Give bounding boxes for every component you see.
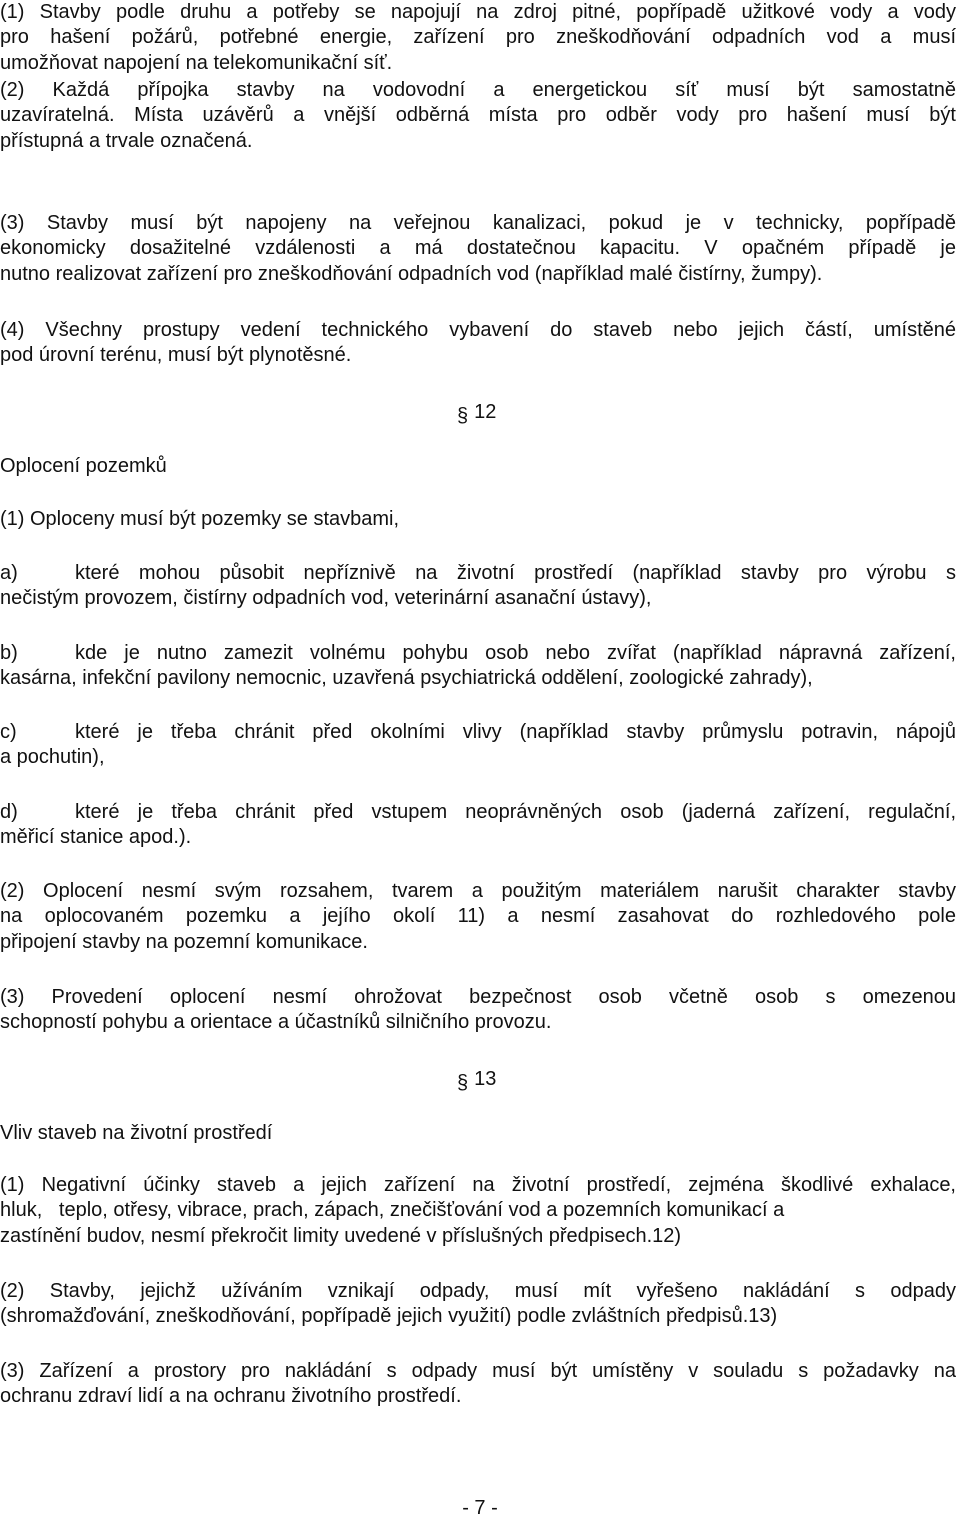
text-line: (1) Negativní účinky staveb a jejich zařízení na životní prostředí, zejména škodlivé exhalace, xyxy=(0,1174,956,1196)
paragraph-fencing-intro: (1) Oploceny musí být pozemky se stavbami, xyxy=(0,508,400,530)
section-symbol: § xyxy=(457,405,469,427)
paragraph-negative-effects xyxy=(0,1173,956,1249)
list-item-a xyxy=(0,561,956,612)
text-line: připojení stavby na pozemní komunikace. xyxy=(0,930,368,953)
text-line: ochranu zdraví lidí a na ochranu životního prostředí. xyxy=(0,1385,462,1408)
paragraph-waste-facilities xyxy=(0,1359,956,1410)
list-item-letter: c) xyxy=(0,721,17,743)
text-line: (2) Oplocení nesmí svým rozsahem, tvarem a použitým materiálem narušit charakter stavby xyxy=(0,880,956,902)
text-line: (3) Provedení oplocení nesmí ohrožovat bezpečnost osob včetně osob s omezenou xyxy=(0,986,956,1008)
list-item-d xyxy=(0,800,956,851)
list-item-letter: b) xyxy=(0,642,18,664)
text-line: (1) Stavby podle druhu a potřeby se napojují na zdroj pitné, popřípadě užitkové vody a vody xyxy=(0,1,956,23)
paragraph-gastight-penetrations xyxy=(0,318,956,369)
text-line: zastínění budov, nesmí překročit limity uvedené v příslušných předpisech.12) xyxy=(0,1224,682,1247)
text-line: uzavíratelná. Místa uzávěrů a vnější odběrná místa pro odběr vody pro hašení musí být xyxy=(0,104,956,127)
text-line: (2) Stavby, jejichž užíváním vznikají odpady, musí mít vyřešeno nakládání s odpady xyxy=(0,1280,956,1302)
text-line: přístupná a trvale označená. xyxy=(0,129,253,152)
list-item-text: nečistým provozem, čistírny odpadních vod, veterinární asanační ústavy), xyxy=(0,587,652,610)
paragraph-sewer-connection xyxy=(0,211,956,287)
text-line: nutno realizovat zařízení pro zneškodňování odpadních vod (například malé čistírny, žumpy). xyxy=(0,262,823,285)
text-line: (2) Každá přípojka stavby na vodovodní a energetickou síť musí být samostatně xyxy=(0,79,956,101)
list-item-c xyxy=(0,720,956,771)
section-number: 12 xyxy=(474,401,497,423)
text-line: pro hašení požárů, potřebné energie, zařízení pro zneškodňování odpadních vod a musí xyxy=(0,26,956,49)
paragraph-utilities-connection xyxy=(0,0,956,76)
section-marker-13 xyxy=(457,1067,517,1092)
text-line: hluk, teplo, otřesy, vibrace, prach, zápach, znečišťování vod a pozemních komunikací a xyxy=(0,1199,785,1222)
paragraph-fence-character xyxy=(0,879,956,955)
section-marker-12 xyxy=(457,400,517,425)
list-item-b xyxy=(0,641,956,692)
list-item-text: kasárna, infekční pavilony nemocnic, uzavřená psychiatrická oddělení, zoologické zahrady), xyxy=(0,667,813,690)
list-item-text: které je třeba chránit před vstupem neoprávněných osob (jaderná zařízení, regulační, xyxy=(75,801,956,823)
paragraph-fence-safety xyxy=(0,985,956,1036)
page-number: - 7 - xyxy=(462,1497,498,1519)
list-item-text: a pochutin), xyxy=(0,746,105,769)
list-item-text: které mohou působit nepříznivě na životní prostředí (například stavby pro výrobu s xyxy=(75,562,956,584)
paragraph-waste-handling xyxy=(0,1279,956,1330)
text-line: umožňovat napojení na telekomunikační síť. xyxy=(0,51,393,74)
text-line: schopností pohybu a orientace a účastníků silničního provozu. xyxy=(0,1011,552,1034)
text-line: na oplocovaném pozemku a jejího okolí 11) a nesmí zasahovat do rozhledového pole xyxy=(0,905,956,928)
text-line: pod úrovní terénu, musí být plynotěsné. xyxy=(0,344,352,367)
section-symbol: § xyxy=(457,1072,469,1094)
list-item-text: které je třeba chránit před okolními vlivy (například stavby průmyslu potravin, nápojů xyxy=(75,721,956,743)
section-heading-fencing: Oplocení pozemků xyxy=(0,455,167,477)
list-item-text: měřicí stanice apod.). xyxy=(0,826,192,849)
text-line: (4) Všechny prostupy vedení technického vybavení do staveb nebo jejich částí, umístěné xyxy=(0,319,956,341)
list-item-letter: a) xyxy=(0,562,18,584)
paragraph-connection-closable xyxy=(0,78,956,154)
section-heading-environment: Vliv staveb na životní prostředí xyxy=(0,1122,273,1144)
text-line: ekonomicky dosažitelné vzdálenosti a má dostatečnou kapacitu. V opačném případě je xyxy=(0,237,956,260)
list-item-text: kde je nutno zamezit volnému pohybu osob nebo zvířat (například nápravná zařízení, xyxy=(75,642,956,664)
text-line: (3) Stavby musí být napojeny na veřejnou kanalizaci, pokud je v technicky, popřípadě xyxy=(0,212,956,234)
list-item-letter: d) xyxy=(0,801,18,823)
section-number: 13 xyxy=(474,1068,497,1090)
text-line: (shromažďování, zneškodňování, popřípadě jejich využití) podle zvláštních předpisů.13) xyxy=(0,1305,778,1328)
text-line: (3) Zařízení a prostory pro nakládání s odpady musí být umístěny v souladu s požadavky na xyxy=(0,1360,956,1382)
